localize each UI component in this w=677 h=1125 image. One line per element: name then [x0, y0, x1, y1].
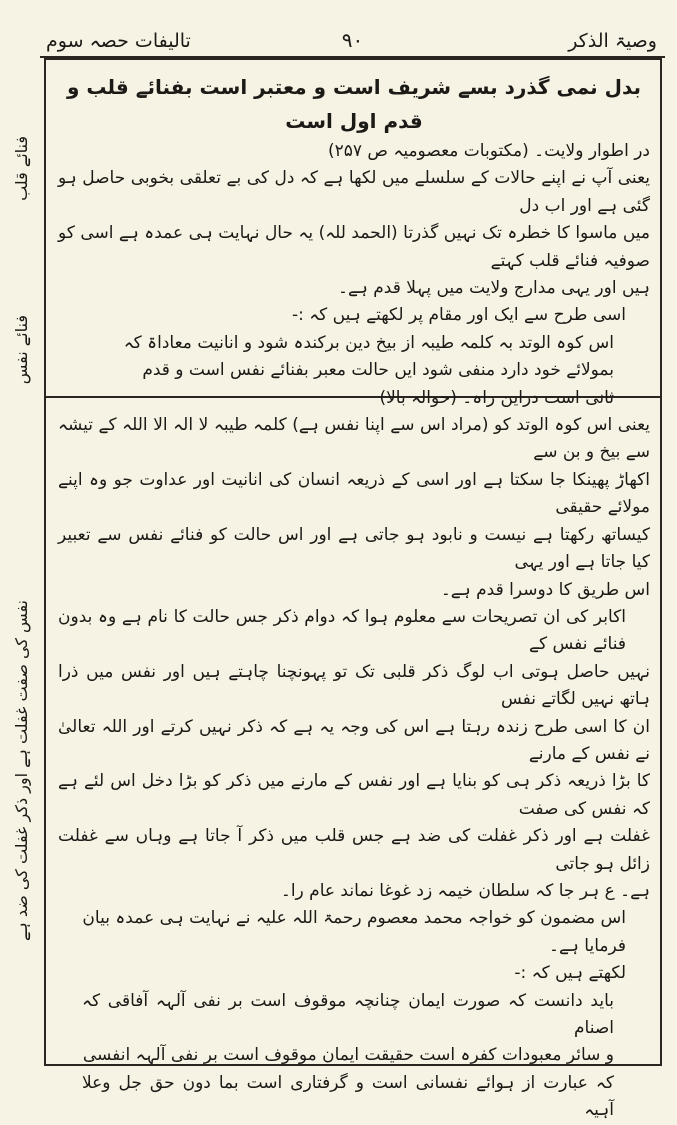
quote-line: اس کوہ الوتد بہ کلمہ طیبہ از بیخ دین برکندہ شود و انانیت معاداۃ کہ: [123, 332, 614, 353]
header-volume: تالیفات حصہ سوم: [46, 30, 191, 52]
text-line: نہیں حاصل ہوتی اب لوگ ذکر قلبی تک تو پہونچنا چاہتے ہیں اور نفس میں ذرا ہاتھ نہیں لگاتے نفس: [58, 661, 650, 710]
quote-line: بمولائے خود دارد منفی شود ایں حالت معبر بفنائے نفس است و قدم: [142, 360, 614, 381]
text-line: ہے۔ ع ہر جا کہ سلطان خیمہ زد غوغا نماند عام را۔: [280, 880, 650, 901]
text-line: اس مضمون کو خواجہ محمد معصوم رحمۃ اللہ علیہ نے نہایت ہی عمدہ بیان فرمایا ہے۔: [82, 908, 626, 956]
header-book-title: وصیۃ الذکر: [568, 30, 657, 52]
quote-line: و سائر معبودات کفرہ است حقیقت ایمان موقوف است بر نفی آلہہ انفسی: [82, 1045, 614, 1066]
page-header: [40, 22, 665, 56]
text-line: اس طریق کا دوسرا قدم ہے۔: [440, 579, 650, 600]
text-line: لکھتے ہیں کہ :-: [514, 963, 626, 984]
margin-note-1: فنائے قلب: [12, 136, 31, 201]
margin-note-3: نفس کی صفت غفلت ہے اور ذکر غفلت کی ضد ہے: [12, 600, 31, 941]
margin-note-2: فنائے نفس: [12, 315, 31, 385]
text-line: ہیں اور یہی مدارج ولایت میں پہلا قدم ہے۔: [337, 278, 650, 299]
text-line: کا بڑا ذریعہ ذکر ہی کو بنایا ہے اور نفس کے مارنے میں ذکر کو بڑا دخل اس لئے ہے کہ نفس کی صفت: [58, 771, 650, 819]
text-line: میں ماسوا کا خطرہ تک نہیں گذرتا (الحمد للہ) یہ حال نہایت ہی عمدہ ہے اسی کو صوفیہ فنائے قلب کہتے: [58, 223, 650, 271]
page-number: ۹۰: [341, 28, 364, 52]
text-line: اسی طرح سے ایک اور مقام پر لکھتے ہیں کہ :-: [291, 305, 626, 326]
quote-line: کہ عبارت از ہوائے نفسانی است و گرفتاری است بما دون حق جل وعلا آہیہ: [82, 1072, 614, 1121]
text-line: ان کا اسی طرح زندہ رہتا ہے اس کی وجہ یہ ہے کہ ذکر نہیں کرتے اور اللہ تعالیٰ نے نفس کے مارنے: [58, 716, 650, 764]
text-line: بدل نمی گذرد بسے شریف است و معتبر است بفنائے قلب و قدم اول است: [66, 75, 642, 133]
page-body: [58, 70, 650, 1125]
text-line: کیساتھ رکھتا ہے نیست و نابود ہو جاتی ہے اور اس حالت کو فنائے نفس سے تعبیر کیا جاتا ہے اور یہی: [58, 524, 650, 573]
text-line: اکھاڑ پھینکا جا سکتا ہے اور اسی کے ذریعہ انسان کی انانیت اور عداوت جو وہ اپنے مولائے حقیقی: [58, 469, 650, 518]
text-line: در اطوار ولایت۔ (مکتوبات معصومیہ ص ۲۵۷): [327, 141, 650, 161]
text-line: غفلت ہے اور ذکر غفلت کی ضد ہے جس قلب میں ذکر آ جاتا ہے وہاں سے غفلت زائل ہو جاتی: [58, 826, 650, 874]
text-line: یعنی اس کوہ الوتد کو (مراد اس سے اپنا نفس ہے) کلمہ طیبہ لا الہ الا اللہ کے تیشہ سے بیخ و بن سے: [58, 415, 650, 463]
text-line: اکابر کی ان تصریحات سے معلوم ہوا کہ دوام ذکر جس حالت کا نام ہے وہ بدون فنائے نفس کے: [58, 606, 626, 655]
quote-line: ثانی است دراین راہ۔ (حوالہ بالا): [379, 387, 614, 408]
quote-line: باید دانست کہ صورت ایمان چنانچہ موقوف است بر نفی آلہہ آفاقی کہ اصنام: [82, 990, 614, 1038]
text-line: یعنی آپ نے اپنے حالات کے سلسلے میں لکھا ہے کہ دل کی بے تعلقی بخوبی حاصل ہو گئی ہے اور اب دل: [58, 168, 650, 216]
